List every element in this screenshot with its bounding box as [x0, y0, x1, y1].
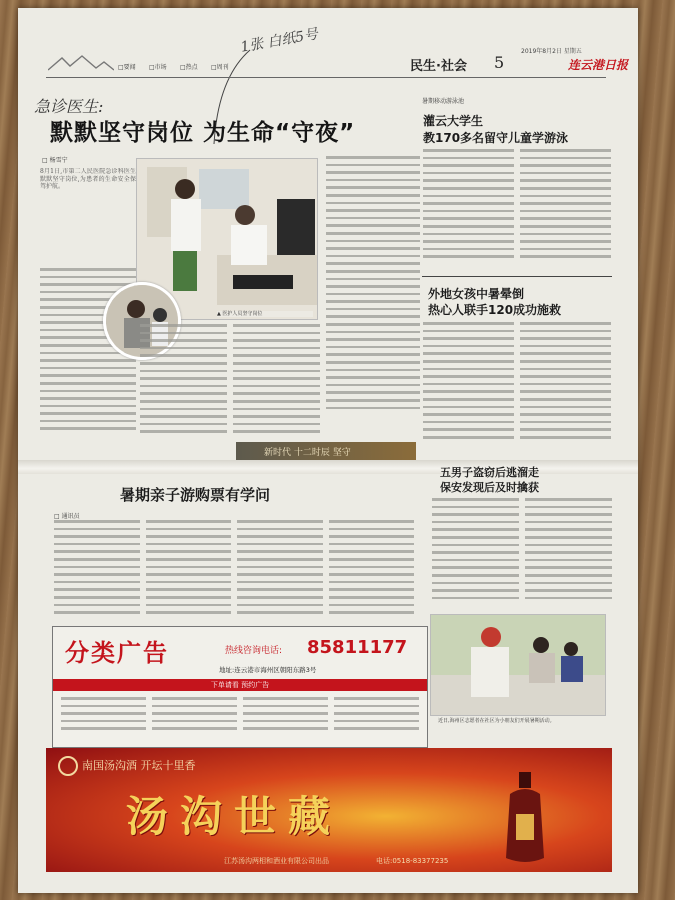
story5-col-2 [525, 498, 612, 616]
story2-col-2 [520, 149, 611, 274]
classified-ad-band-text: 下单请看 预约广告 [210, 681, 270, 689]
story2-col-1 [423, 149, 514, 274]
masthead-mountain-logo [48, 54, 114, 72]
story4-col-3 [237, 520, 323, 628]
story5-headline-2: 保安发现后及时擒获 [440, 481, 539, 494]
liquor-ad-phone: 电话:0518-83377235 [376, 857, 449, 865]
main-story-body: 8月1日,市第二人民医院急诊科医生默默坚守岗位,为患者的生命安全保驾护航。 [40, 168, 136, 191]
group-photo-illustration [431, 615, 605, 715]
liquor-ad-company: 江苏汤沟两相和酒业有限公司出品 [224, 857, 329, 865]
story3-col-2 [520, 322, 611, 454]
story4-col-4 [329, 520, 415, 628]
classified-col-4 [334, 697, 419, 741]
page-number: 5 [494, 53, 505, 72]
story5-columns [432, 498, 612, 616]
section-index-1: □要闻 [118, 64, 136, 71]
lower-right-photo [430, 614, 606, 716]
classified-ad-phone: 85811177 [307, 637, 408, 658]
headline: 默默坚守岗位 为生命“守夜” [50, 120, 356, 146]
story3-col-1 [423, 322, 514, 454]
story3-headline-2: 热心人联手120成功施救 [428, 303, 562, 317]
story4-headline: 暑期亲子游购票有学问 [120, 486, 271, 504]
classified-ad-address: 地址:连云港市海州区朝阳东路3号 [219, 666, 317, 674]
main-mid-col-1 [140, 324, 227, 452]
story4-col-2 [146, 520, 232, 628]
story4-col-1 [54, 520, 140, 628]
classified-ad-title: 分类广告 [65, 639, 169, 667]
issue-date: 2019年8月2日 星期五 [521, 48, 582, 55]
main-photo-caption: ▲ 医护人员坚守岗位 [217, 311, 313, 317]
liquor-ad-tagline: 南国汤沟酒 开坛十里香 [82, 759, 196, 772]
classified-col-1 [61, 697, 146, 741]
liquor-ad-logo-icon [58, 756, 78, 776]
classified-ad-box [52, 626, 428, 748]
classified-ad-band [53, 679, 427, 691]
story4-columns [54, 520, 414, 628]
main-story-columns-mid [140, 324, 320, 452]
classified-col-3 [243, 697, 328, 741]
handwritten-note: 1张 白纸5号 [239, 26, 320, 56]
story5-col-1 [432, 498, 519, 616]
liquor-ad [46, 748, 612, 872]
section-index-2: □市场 [149, 64, 167, 71]
section-name: 民生·社会 [410, 59, 467, 74]
main-story-columns-right [326, 156, 420, 446]
section-index-4: □周刊 [211, 64, 229, 71]
story5-headline-1: 五男子盗窃后逃溜走 [440, 466, 539, 479]
right-rule-1 [422, 276, 612, 277]
liquor-ad-slogan: 汤沟世藏 [126, 792, 343, 841]
main-mid-col-2 [233, 324, 320, 452]
story2-columns [423, 149, 611, 274]
byline: □ 杨雪宁 [42, 157, 68, 164]
lower-photo-caption: 近日,海州区志愿者在社区为小朋友们开展暑期活动。 [438, 718, 555, 724]
liquor-ad-bottle [498, 772, 552, 866]
story2-kicker: 暑期移动游泳池 [422, 98, 465, 105]
slogan-banner [236, 442, 416, 460]
story3-columns [423, 322, 611, 454]
classified-col-2 [152, 697, 237, 741]
section-index-3: □热点 [180, 64, 198, 71]
headline-kicker: 急诊医生: [34, 97, 104, 116]
story3-headline-1: 外地女孩中暑晕倒 [428, 287, 525, 301]
classified-ad-listings [61, 697, 419, 741]
newspaper-name: 连云港日报 [568, 58, 629, 72]
classified-ad-phone-label: 热线咨询电话: [225, 646, 283, 656]
story2-headline-1: 灌云大学生 [423, 114, 484, 128]
story2-headline-2: 教170多名留守儿童学游泳 [423, 131, 569, 145]
newspaper-fold [18, 460, 638, 474]
story4-byline: □ 通讯员 [54, 513, 80, 520]
masthead-rule [46, 77, 606, 78]
slogan-banner-text: 新时代 十二时辰 坚守 [264, 448, 351, 458]
newspaper-page [18, 8, 638, 893]
